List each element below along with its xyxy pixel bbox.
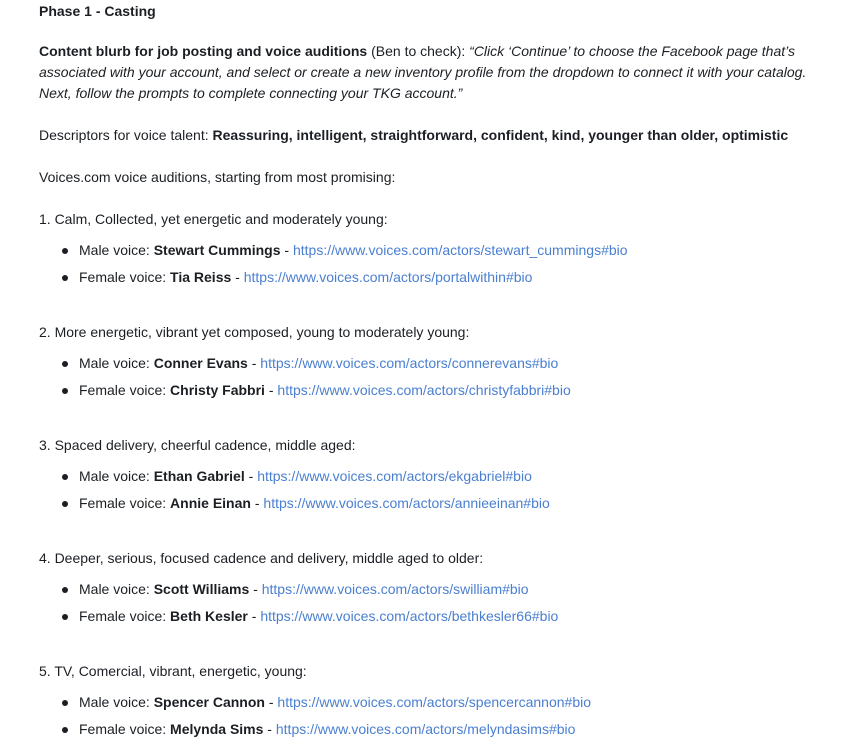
separator: - xyxy=(280,242,293,258)
audition-group-3 xyxy=(39,435,839,517)
voice-profile-link[interactable]: https://www.voices.com/actors/swilliam#bio xyxy=(261,581,529,597)
blurb-note: (Ben to check): xyxy=(367,43,470,59)
voice-profile-link[interactable]: https://www.voices.com/actors/bethkesler66#bio xyxy=(260,608,559,624)
voice-list xyxy=(39,463,839,517)
voice-role: Female voice: xyxy=(79,495,171,511)
audition-group-1 xyxy=(39,209,839,291)
blurb-quote: “Click ‘Continue’ to choose the Facebook page that’s associated with your account, and select or create a new inventory profile from the dropdown to connect it with your catalog. Next, follow the prompts to complete connecting your TKG account.” xyxy=(39,43,807,101)
voice-list xyxy=(39,350,839,404)
content-blurb xyxy=(39,41,809,104)
list-item xyxy=(39,689,839,716)
separator: - xyxy=(249,581,262,597)
bullet-icon xyxy=(62,474,68,480)
separator: - xyxy=(250,495,264,511)
voice-profile-link[interactable]: https://www.voices.com/actors/christyfabbri#bio xyxy=(277,382,571,398)
voice-name: Tia Reiss xyxy=(170,269,232,285)
list-item xyxy=(39,350,839,377)
bullet-icon xyxy=(62,587,68,593)
voice-role: Male voice: xyxy=(79,355,154,371)
list-item xyxy=(39,377,839,404)
voice-role: Male voice: xyxy=(79,581,154,597)
list-item xyxy=(39,490,839,517)
voice-role: Male voice: xyxy=(79,468,154,484)
voice-role: Female voice: xyxy=(79,608,171,624)
list-item xyxy=(39,716,839,743)
voice-profile-link[interactable]: https://www.voices.com/actors/connerevans#bio xyxy=(260,355,559,371)
bullet-icon xyxy=(62,361,68,367)
voice-list xyxy=(39,689,839,743)
list-item xyxy=(39,463,839,490)
voice-name: Beth Kesler xyxy=(170,608,248,624)
list-item xyxy=(39,603,839,630)
separator: - xyxy=(247,355,261,371)
separator: - xyxy=(244,468,258,484)
group-title: 2. More energetic, vibrant yet composed, young to moderately young: xyxy=(39,324,470,340)
audition-group-5 xyxy=(39,661,839,743)
voice-descriptors xyxy=(39,125,788,146)
list-item xyxy=(39,576,839,603)
group-title: 5. TV, Comercial, vibrant, energetic, young: xyxy=(39,663,307,679)
voice-name: Melynda Sims xyxy=(170,721,264,737)
bullet-icon xyxy=(62,275,68,281)
bullet-icon xyxy=(62,248,68,254)
separator: - xyxy=(231,269,244,285)
separator: - xyxy=(264,694,278,710)
voice-profile-link[interactable]: https://www.voices.com/actors/annieeinan#bio xyxy=(263,495,550,511)
group-title: 4. Deeper, serious, focused cadence and delivery, middle aged to older: xyxy=(39,550,484,566)
bullet-icon xyxy=(62,388,68,394)
voice-profile-link[interactable]: https://www.voices.com/actors/stewart_cummings#bio xyxy=(292,242,628,258)
bullet-icon xyxy=(62,501,68,507)
bullet-icon xyxy=(62,727,68,733)
voice-name: Annie Einan xyxy=(170,495,251,511)
list-item xyxy=(39,237,839,264)
voice-name: Ethan Gabriel xyxy=(153,468,245,484)
voice-name: Christy Fabbri xyxy=(170,382,265,398)
separator: - xyxy=(263,721,276,737)
voice-name: Stewart Cummings xyxy=(153,242,281,258)
voice-profile-link[interactable]: https://www.voices.com/actors/spencercannon#bio xyxy=(277,694,592,710)
auditions-intro: Voices.com voice auditions, starting from most promising: xyxy=(39,169,396,185)
page-title: Phase 1 - Casting xyxy=(39,3,156,19)
audition-group-2 xyxy=(39,322,839,404)
bullet-icon xyxy=(62,614,68,620)
voice-name: Spencer Cannon xyxy=(153,694,265,710)
voice-role: Female voice: xyxy=(79,269,171,285)
blurb-label: Content blurb for job posting and voice auditions xyxy=(39,43,368,59)
voice-list xyxy=(39,576,839,630)
voice-list xyxy=(39,237,839,291)
voice-profile-link[interactable]: https://www.voices.com/actors/ekgabriel#bio xyxy=(257,468,532,484)
voice-profile-link[interactable]: https://www.voices.com/actors/portalwithin#bio xyxy=(243,269,533,285)
separator: - xyxy=(264,382,278,398)
group-title: 3. Spaced delivery, cheerful cadence, middle aged: xyxy=(39,437,356,453)
voice-name: Conner Evans xyxy=(153,355,248,371)
descriptors-value: Reassuring, intelligent, straightforward, confident, kind, younger than older, optimistic xyxy=(212,127,789,143)
bullet-icon xyxy=(62,700,68,706)
group-title: 1. Calm, Collected, yet energetic and moderately young: xyxy=(39,211,388,227)
audition-group-4 xyxy=(39,548,839,630)
voice-role: Male voice: xyxy=(79,242,154,258)
voice-role: Male voice: xyxy=(79,694,154,710)
voice-profile-link[interactable]: https://www.voices.com/actors/melyndasims#bio xyxy=(275,721,576,737)
voice-role: Female voice: xyxy=(79,382,171,398)
list-item xyxy=(39,264,839,291)
descriptors-label: Descriptors for voice talent: xyxy=(39,127,213,143)
separator: - xyxy=(247,608,261,624)
voice-role: Female voice: xyxy=(79,721,171,737)
voice-name: Scott Williams xyxy=(153,581,250,597)
